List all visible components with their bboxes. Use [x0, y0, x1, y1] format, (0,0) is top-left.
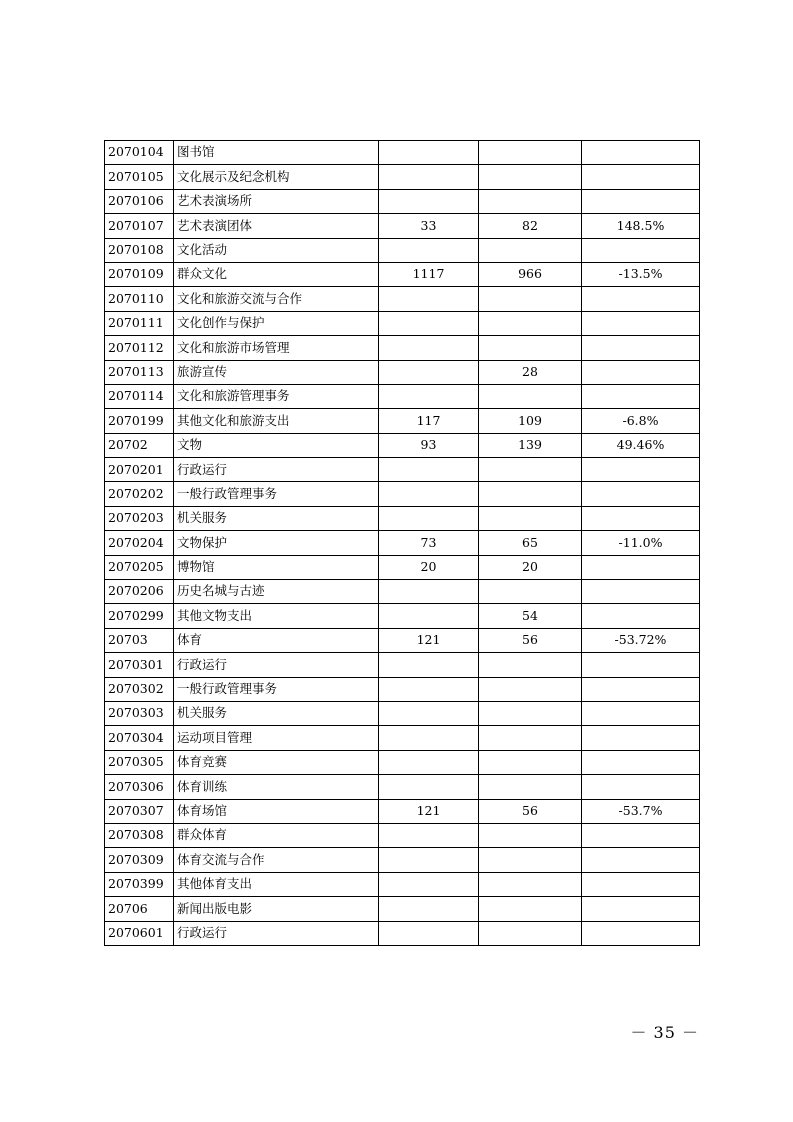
value-1-cell: [379, 848, 479, 872]
item-code-cell: 2070113: [105, 360, 174, 384]
value-1-cell: [379, 165, 479, 189]
item-name-cell: 文物保护: [174, 531, 379, 555]
item-name-cell: 行政运行: [174, 653, 379, 677]
item-name-cell: 行政运行: [174, 921, 379, 945]
change-rate-cell: 148.5%: [582, 214, 700, 238]
budget-table: [104, 140, 700, 946]
change-rate-cell: [582, 458, 700, 482]
change-rate-cell: 49.46%: [582, 433, 700, 457]
value-1-cell: [379, 604, 479, 628]
item-name-cell: 文化展示及纪念机构: [174, 165, 379, 189]
change-rate-cell: -6.8%: [582, 409, 700, 433]
item-name-cell: 群众文化: [174, 262, 379, 286]
change-rate-cell: [582, 872, 700, 896]
table-row: [105, 872, 700, 896]
item-code-cell: 2070601: [105, 921, 174, 945]
value-2-cell: [479, 336, 582, 360]
value-1-cell: [379, 238, 479, 262]
change-rate-cell: -13.5%: [582, 262, 700, 286]
page-number: － 35 －: [630, 1023, 699, 1042]
item-code-cell: 2070201: [105, 458, 174, 482]
item-code-cell: 2070111: [105, 311, 174, 335]
change-rate-cell: [582, 189, 700, 213]
change-rate-cell: [582, 848, 700, 872]
change-rate-cell: [582, 775, 700, 799]
item-name-cell: 机关服务: [174, 701, 379, 725]
item-code-cell: 2070107: [105, 214, 174, 238]
item-name-cell: 体育: [174, 628, 379, 652]
item-code-cell: 2070301: [105, 653, 174, 677]
table-row: [105, 799, 700, 823]
table-row: [105, 921, 700, 945]
item-code-cell: 2070307: [105, 799, 174, 823]
item-code-cell: 2070109: [105, 262, 174, 286]
table-row: [105, 384, 700, 408]
table-row: [105, 555, 700, 579]
value-2-cell: [479, 701, 582, 725]
item-name-cell: 新闻出版电影: [174, 897, 379, 921]
value-1-cell: [379, 897, 479, 921]
item-code-cell: 2070112: [105, 336, 174, 360]
item-code-cell: 2070203: [105, 506, 174, 530]
item-name-cell: 文化和旅游管理事务: [174, 384, 379, 408]
value-2-cell: 54: [479, 604, 582, 628]
value-1-cell: [379, 701, 479, 725]
value-2-cell: [479, 458, 582, 482]
value-1-cell: [379, 458, 479, 482]
value-1-cell: 117: [379, 409, 479, 433]
change-rate-cell: [582, 482, 700, 506]
item-code-cell: 2070308: [105, 823, 174, 847]
value-1-cell: [379, 336, 479, 360]
value-1-cell: [379, 872, 479, 896]
value-1-cell: [379, 189, 479, 213]
table-row: [105, 726, 700, 750]
table-row: [105, 165, 700, 189]
table-row: [105, 409, 700, 433]
table-row: [105, 775, 700, 799]
value-1-cell: 121: [379, 799, 479, 823]
table-row: [105, 506, 700, 530]
item-name-cell: 艺术表演团体: [174, 214, 379, 238]
item-name-cell: 文化和旅游市场管理: [174, 336, 379, 360]
table-row: [105, 848, 700, 872]
value-1-cell: 20: [379, 555, 479, 579]
value-1-cell: [379, 287, 479, 311]
value-1-cell: [379, 360, 479, 384]
item-code-cell: 2070199: [105, 409, 174, 433]
item-code-cell: 2070205: [105, 555, 174, 579]
item-name-cell: 行政运行: [174, 458, 379, 482]
item-name-cell: 文物: [174, 433, 379, 457]
item-code-cell: 2070204: [105, 531, 174, 555]
value-2-cell: [479, 311, 582, 335]
value-1-cell: [379, 580, 479, 604]
value-1-cell: [379, 311, 479, 335]
item-name-cell: 文化和旅游交流与合作: [174, 287, 379, 311]
value-2-cell: 966: [479, 262, 582, 286]
value-1-cell: [379, 506, 479, 530]
value-2-cell: 28: [479, 360, 582, 384]
item-code-cell: 2070104: [105, 141, 174, 165]
value-2-cell: [479, 580, 582, 604]
item-name-cell: 体育竞赛: [174, 750, 379, 774]
value-2-cell: 82: [479, 214, 582, 238]
change-rate-cell: [582, 604, 700, 628]
item-code-cell: 2070299: [105, 604, 174, 628]
item-name-cell: 体育场馆: [174, 799, 379, 823]
table-row: [105, 750, 700, 774]
value-1-cell: [379, 750, 479, 774]
change-rate-cell: [582, 311, 700, 335]
item-code-cell: 20702: [105, 433, 174, 457]
value-2-cell: [479, 384, 582, 408]
change-rate-cell: [582, 238, 700, 262]
change-rate-cell: [582, 921, 700, 945]
item-name-cell: 一般行政管理事务: [174, 482, 379, 506]
value-2-cell: [479, 872, 582, 896]
change-rate-cell: [582, 555, 700, 579]
value-2-cell: [479, 921, 582, 945]
change-rate-cell: [582, 336, 700, 360]
item-code-cell: 2070306: [105, 775, 174, 799]
item-code-cell: 2070309: [105, 848, 174, 872]
table-row: [105, 604, 700, 628]
change-rate-cell: -53.72%: [582, 628, 700, 652]
item-code-cell: 2070206: [105, 580, 174, 604]
value-2-cell: [479, 848, 582, 872]
value-2-cell: [479, 775, 582, 799]
item-code-cell: 2070110: [105, 287, 174, 311]
table-row: [105, 287, 700, 311]
value-2-cell: [479, 189, 582, 213]
value-2-cell: [479, 287, 582, 311]
change-rate-cell: [582, 897, 700, 921]
item-name-cell: 机关服务: [174, 506, 379, 530]
value-2-cell: [479, 482, 582, 506]
table-row: [105, 531, 700, 555]
change-rate-cell: [582, 165, 700, 189]
item-name-cell: 艺术表演场所: [174, 189, 379, 213]
change-rate-cell: -11.0%: [582, 531, 700, 555]
value-1-cell: [379, 921, 479, 945]
value-1-cell: [379, 482, 479, 506]
value-1-cell: [379, 677, 479, 701]
value-2-cell: 56: [479, 628, 582, 652]
table-row: [105, 360, 700, 384]
item-name-cell: 其他体育支出: [174, 872, 379, 896]
item-name-cell: 文化创作与保护: [174, 311, 379, 335]
change-rate-cell: [582, 360, 700, 384]
value-1-cell: 121: [379, 628, 479, 652]
table-row: [105, 458, 700, 482]
item-code-cell: 2070305: [105, 750, 174, 774]
table-row: [105, 653, 700, 677]
table-row: [105, 482, 700, 506]
table-row: [105, 141, 700, 165]
value-2-cell: [479, 897, 582, 921]
item-name-cell: 群众体育: [174, 823, 379, 847]
item-name-cell: 其他文化和旅游支出: [174, 409, 379, 433]
item-code-cell: 2070106: [105, 189, 174, 213]
value-2-cell: [479, 823, 582, 847]
item-name-cell: 其他文物支出: [174, 604, 379, 628]
change-rate-cell: [582, 506, 700, 530]
budget-table-body: [105, 141, 700, 946]
item-name-cell: 历史名城与古迹: [174, 580, 379, 604]
value-1-cell: [379, 775, 479, 799]
item-code-cell: 2070304: [105, 726, 174, 750]
value-2-cell: 109: [479, 409, 582, 433]
item-name-cell: 体育训练: [174, 775, 379, 799]
value-1-cell: 33: [379, 214, 479, 238]
item-code-cell: 2070108: [105, 238, 174, 262]
value-2-cell: [479, 238, 582, 262]
change-rate-cell: [582, 750, 700, 774]
item-code-cell: 2070114: [105, 384, 174, 408]
value-1-cell: [379, 384, 479, 408]
item-code-cell: 2070105: [105, 165, 174, 189]
item-code-cell: 2070303: [105, 701, 174, 725]
value-2-cell: [479, 653, 582, 677]
value-1-cell: 1117: [379, 262, 479, 286]
value-2-cell: 56: [479, 799, 582, 823]
item-code-cell: 2070202: [105, 482, 174, 506]
change-rate-cell: [582, 677, 700, 701]
change-rate-cell: [582, 726, 700, 750]
value-2-cell: [479, 141, 582, 165]
value-2-cell: 65: [479, 531, 582, 555]
value-2-cell: 139: [479, 433, 582, 457]
table-row: [105, 628, 700, 652]
value-1-cell: [379, 141, 479, 165]
change-rate-cell: -53.7%: [582, 799, 700, 823]
value-1-cell: 93: [379, 433, 479, 457]
change-rate-cell: [582, 701, 700, 725]
item-code-cell: 20706: [105, 897, 174, 921]
table-row: [105, 823, 700, 847]
table-row: [105, 189, 700, 213]
value-2-cell: [479, 165, 582, 189]
item-code-cell: 20703: [105, 628, 174, 652]
item-code-cell: 2070302: [105, 677, 174, 701]
table-row: [105, 311, 700, 335]
item-name-cell: 运动项目管理: [174, 726, 379, 750]
table-row: [105, 677, 700, 701]
value-1-cell: [379, 653, 479, 677]
value-2-cell: 20: [479, 555, 582, 579]
table-row: [105, 262, 700, 286]
table-row: [105, 897, 700, 921]
value-1-cell: 73: [379, 531, 479, 555]
value-2-cell: [479, 726, 582, 750]
value-2-cell: [479, 506, 582, 530]
value-2-cell: [479, 750, 582, 774]
item-name-cell: 文化活动: [174, 238, 379, 262]
item-name-cell: 旅游宣传: [174, 360, 379, 384]
item-name-cell: 体育交流与合作: [174, 848, 379, 872]
item-name-cell: 一般行政管理事务: [174, 677, 379, 701]
item-name-cell: 图书馆: [174, 141, 379, 165]
table-row: [105, 580, 700, 604]
value-1-cell: [379, 726, 479, 750]
change-rate-cell: [582, 653, 700, 677]
value-2-cell: [479, 677, 582, 701]
value-1-cell: [379, 823, 479, 847]
table-row: [105, 701, 700, 725]
table-row: [105, 433, 700, 457]
change-rate-cell: [582, 580, 700, 604]
change-rate-cell: [582, 141, 700, 165]
item-code-cell: 2070399: [105, 872, 174, 896]
table-row: [105, 238, 700, 262]
item-name-cell: 博物馆: [174, 555, 379, 579]
change-rate-cell: [582, 823, 700, 847]
change-rate-cell: [582, 287, 700, 311]
change-rate-cell: [582, 384, 700, 408]
table-row: [105, 214, 700, 238]
table-row: [105, 336, 700, 360]
